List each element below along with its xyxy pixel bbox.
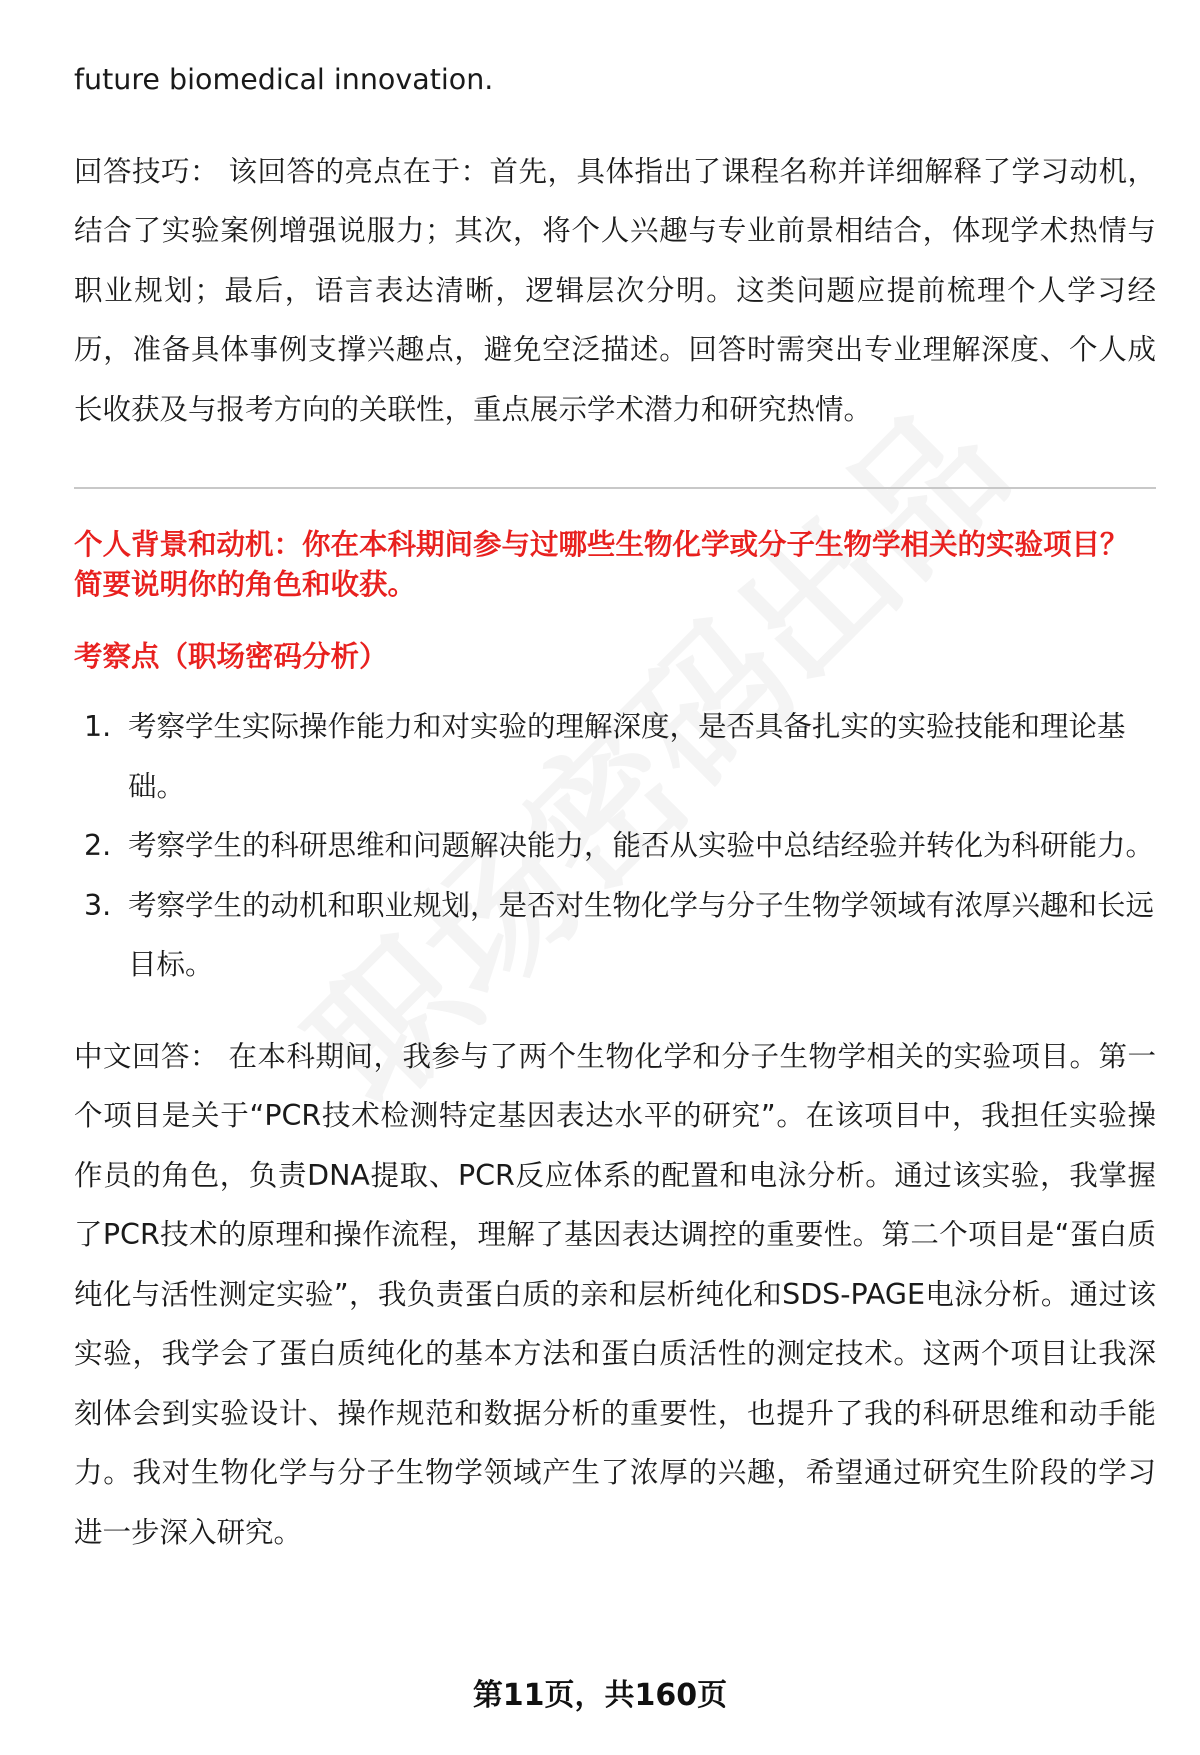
- list-item-text: 考察学生的动机和职业规划，是否对生物化学与分子生物学领域有浓厚兴趣和长远目标。: [128, 888, 1155, 981]
- question-heading: 个人背景和动机：你在本科期间参与过哪些生物化学或分子生物学相关的实验项目？简要说明你的角色和收获。: [74, 528, 1129, 601]
- continuation-text: future biomedical innovation.: [74, 63, 494, 96]
- list-item-text: 考察学生的科研思维和问题解决能力，能否从实验中总结经验并转化为科研能力。: [128, 829, 1155, 862]
- list-item-number: 3.: [84, 888, 112, 922]
- list-item-number: 1.: [84, 710, 112, 743]
- list-item-number: 2.: [84, 829, 112, 862]
- list-item: [74, 816, 1156, 876]
- list-item: [74, 876, 1156, 995]
- assessment-points-list: [74, 697, 1156, 995]
- answer-tip: 回答技巧： 该回答的亮点在于：首先，具体指出了课程名称并详细解释了学习动机，结合了实验案例增强说服力；其次，将个人兴趣与专业前景相结合，体现学术热情与职业规划；最后，语言表达清晰，逻辑层次分明。这类问题应提前梳理个人学习经历，准备具体事例支撑兴趣点，避免空泛描述。回答时需突出专业理解深度、个人成长收获及与报考方向的关联性，重点展示学术潜力和研究热情。: [74, 154, 1156, 426]
- chinese-answer: 中文回答： 在本科期间，我参与了两个生物化学和分子生物学相关的实验项目。第一个项目是关于“PCR技术检测特定基因表达水平的研究”。在该项目中，我担任实验操作员的角色，负责DNA提取、PCR反应体系的配置和电泳分析。通过该实验，我掌握了PCR技术的原理和操作流程，理解了基因表达调控的重要性。第二个项目是“蛋白质纯化与活性测定实验”，我负责蛋白质的亲和层析纯化和SDS-PAGE电泳分析。通过该实验，我学会了蛋白质纯化的基本方法和蛋白质活性的测定技术。这两个项目让我深刻体会到实验设计、操作规范和数据分析的重要性，也提升了我的科研思维和动手能力。我对生物化学与分子生物学领域产生了浓厚的兴趣，希望通过研究生阶段的学习进一步深入研究。: [74, 1039, 1156, 1549]
- section-divider: [74, 487, 1156, 489]
- assessment-points-heading: 考察点（职场密码分析）: [74, 640, 388, 673]
- list-item-text: 考察学生实际操作能力和对实验的理解深度，是否具备扎实的实验技能和理论基础。: [128, 710, 1126, 803]
- list-item: [74, 697, 1156, 816]
- document-body: [74, 50, 1156, 1562]
- page-footer: 第11页，共160页: [472, 1678, 728, 1713]
